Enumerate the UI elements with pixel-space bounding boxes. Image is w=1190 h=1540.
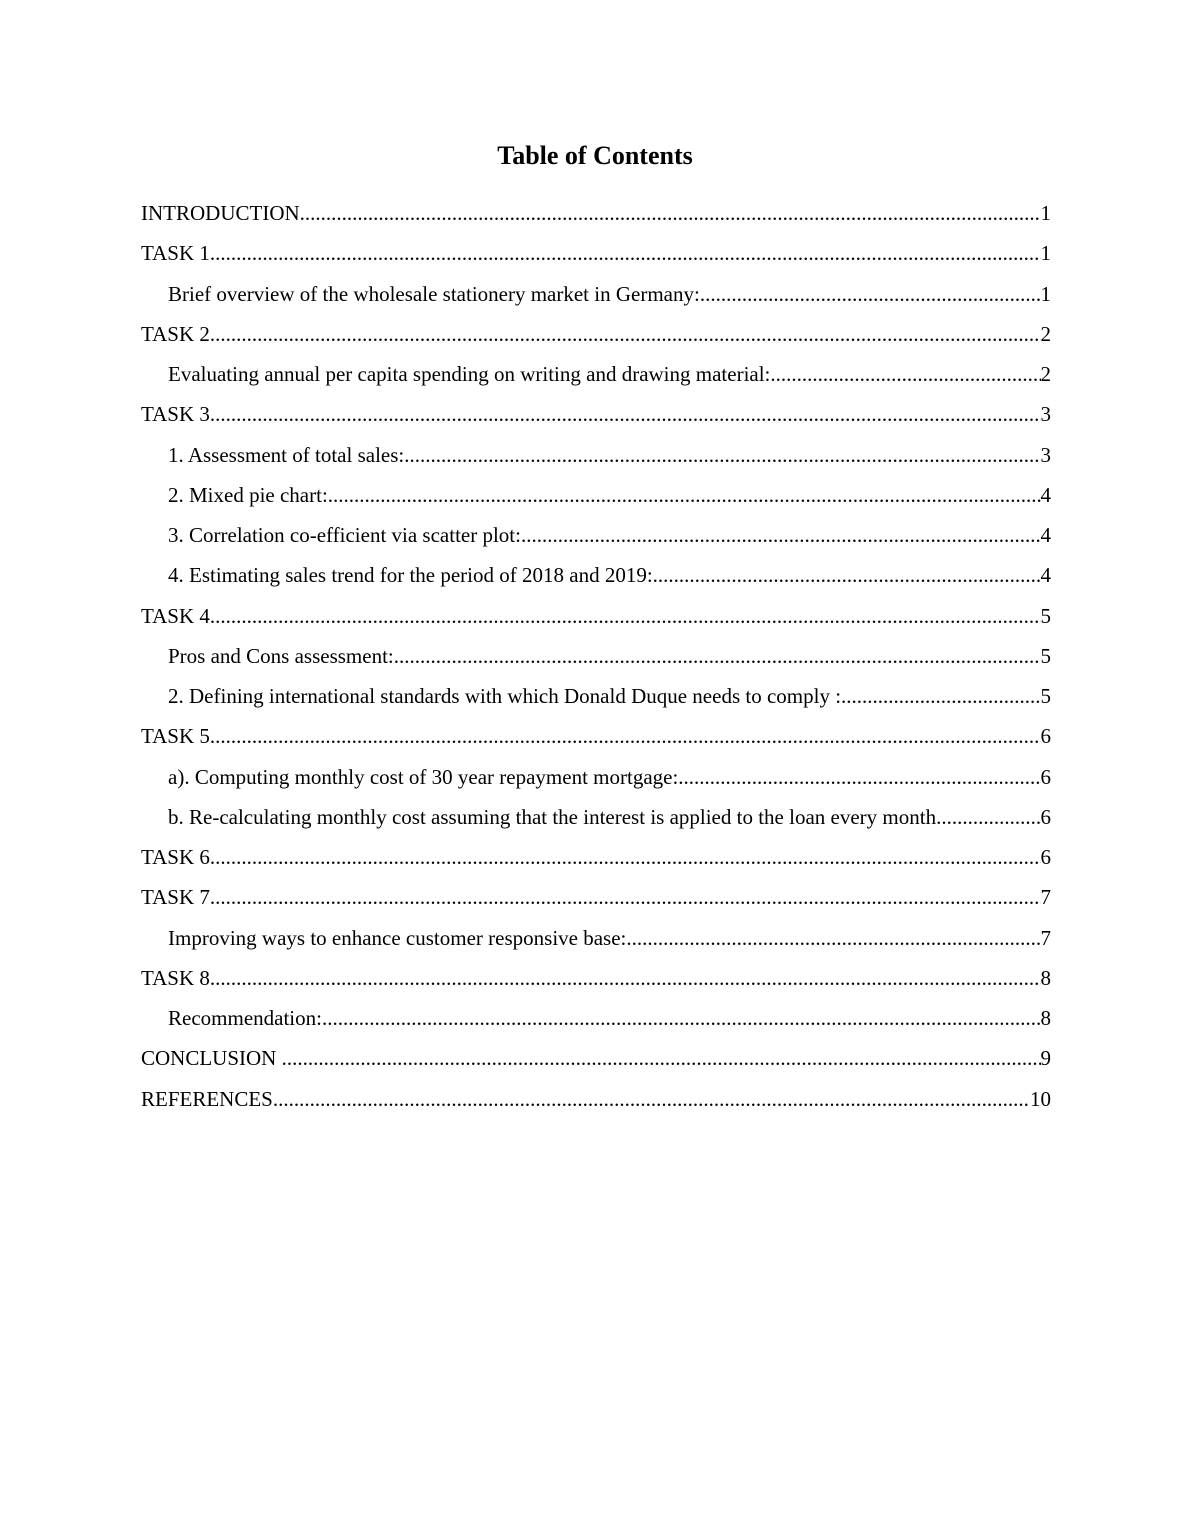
- toc-list: [141, 197, 1051, 1123]
- toc-entry-label: REFERENCES: [141, 1086, 273, 1111]
- toc-entry-label: Brief overview of the wholesale stationery market in Germany:: [168, 281, 700, 306]
- toc-page-number: 6: [1040, 845, 1051, 869]
- toc-page-number: 3: [1040, 402, 1051, 427]
- toc-dot-leader: [210, 600, 1041, 632]
- toc-dot-leader: [210, 881, 1041, 913]
- toc-dot-leader: [210, 962, 1041, 994]
- toc-entry-label: TASK 3: [141, 402, 210, 427]
- toc-page-number: 2: [1040, 321, 1051, 346]
- toc-page-number: 6: [1040, 724, 1051, 749]
- toc-entry-correlation[interactable]: [141, 519, 1051, 559]
- toc-page-number: 8: [1040, 965, 1051, 990]
- toc-entry-references[interactable]: [141, 1083, 1051, 1123]
- toc-entry-label: CONCLUSION: [141, 1046, 282, 1071]
- toc-entry-task-7[interactable]: [141, 881, 1051, 921]
- toc-entry-task-3[interactable]: [141, 398, 1051, 438]
- toc-dot-leader: [653, 559, 1041, 591]
- toc-entry-label: Pros and Cons assessment:: [168, 643, 394, 668]
- toc-page-number: 5: [1040, 684, 1051, 708]
- toc-page-number: 10: [1030, 1086, 1051, 1111]
- toc-entry-label: Recommendation:: [168, 1006, 322, 1030]
- toc-dot-leader: [322, 1002, 1041, 1034]
- toc-entry-label: TASK 7: [141, 885, 210, 910]
- toc-page-number: 4: [1040, 563, 1051, 588]
- toc-page-number: 3: [1040, 442, 1051, 467]
- toc-entry-task-5[interactable]: [141, 720, 1051, 760]
- toc-entry-label: b. Re-calculating monthly cost assuming that the interest is applied to the loan every month: [168, 804, 937, 829]
- toc-entry-pros-cons[interactable]: [141, 640, 1051, 680]
- toc-entry-market-overview[interactable]: [141, 278, 1051, 318]
- toc-entry-label: TASK 5: [141, 724, 210, 749]
- toc-entry-per-capita-spending[interactable]: [141, 358, 1051, 398]
- toc-dot-leader: [210, 237, 1041, 269]
- toc-page-number: 1: [1040, 241, 1051, 266]
- page-title: Table of Contents: [497, 141, 693, 170]
- toc-entry-task-2[interactable]: [141, 318, 1051, 358]
- toc-entry-total-sales[interactable]: [141, 439, 1051, 479]
- toc-dot-leader: [626, 922, 1040, 954]
- toc-dot-leader: [394, 640, 1041, 672]
- toc-entry-task-4[interactable]: [141, 600, 1051, 640]
- toc-dot-leader: [328, 479, 1041, 511]
- toc-page-number: 4: [1040, 482, 1051, 507]
- toc-entry-label: TASK 1: [141, 241, 210, 266]
- toc-dot-leader: [210, 398, 1041, 430]
- toc-entry-label: TASK 8: [141, 965, 210, 990]
- toc-entry-customer-base[interactable]: [141, 922, 1051, 962]
- toc-dot-leader: [841, 680, 1040, 712]
- toc-dot-leader: [210, 841, 1041, 873]
- toc-dot-leader: [700, 278, 1041, 310]
- toc-page-number: 1: [1040, 201, 1051, 225]
- toc-page-number: 7: [1040, 925, 1051, 950]
- toc-page-number: 2: [1040, 362, 1051, 386]
- toc-entry-label: 1. Assessment of total sales:: [168, 442, 405, 467]
- toc-dot-leader: [300, 197, 1041, 229]
- toc-page-number: 8: [1040, 1006, 1051, 1030]
- toc-entry-label: 3. Correlation co-efficient via scatter plot:: [168, 523, 521, 547]
- toc-page-number: 6: [1040, 804, 1051, 829]
- toc-dot-leader: [282, 1042, 1041, 1074]
- toc-dot-leader: [210, 720, 1041, 752]
- toc-entry-task-8[interactable]: [141, 962, 1051, 1002]
- toc-entry-sales-trend[interactable]: [141, 559, 1051, 599]
- toc-entry-label: 2. Defining international standards with which Donald Duque needs to comply :: [168, 684, 842, 708]
- toc-entry-task-6[interactable]: [141, 841, 1051, 881]
- toc-dot-leader: [678, 761, 1040, 793]
- toc-page-number: 5: [1040, 603, 1051, 628]
- toc-page-number: 1: [1040, 281, 1051, 306]
- toc-page-number: 9: [1040, 1046, 1051, 1071]
- toc-page-number: 7: [1040, 885, 1051, 910]
- toc-dot-leader: [936, 801, 1040, 833]
- toc-entry-conclusion[interactable]: [141, 1042, 1051, 1082]
- toc-entry-label: TASK 6: [141, 845, 210, 869]
- toc-entry-recommendation[interactable]: [141, 1002, 1051, 1042]
- toc-entry-mixed-pie-chart[interactable]: [141, 479, 1051, 519]
- toc-dot-leader: [404, 439, 1040, 471]
- toc-entry-label: INTRODUCTION: [141, 201, 300, 225]
- toc-entry-label: 4. Estimating sales trend for the period of 2018 and 2019:: [168, 563, 653, 588]
- toc-entry-international-standards[interactable]: [141, 680, 1051, 720]
- toc-dot-leader: [273, 1083, 1030, 1115]
- toc-entry-task-1[interactable]: [141, 237, 1051, 277]
- toc-dot-leader: [770, 358, 1040, 390]
- toc-entry-label: 2. Mixed pie chart:: [168, 482, 328, 507]
- toc-page-number: 4: [1040, 523, 1051, 547]
- toc-entry-mortgage-cost[interactable]: [141, 761, 1051, 801]
- toc-entry-introduction[interactable]: [141, 197, 1051, 237]
- toc-dot-leader: [521, 519, 1041, 551]
- toc-entry-label: Improving ways to enhance customer responsive base:: [168, 925, 627, 950]
- toc-entry-label: TASK 4: [141, 603, 210, 628]
- toc-entry-recalculating-cost[interactable]: [141, 801, 1051, 841]
- toc-entry-label: TASK 2: [141, 321, 210, 346]
- toc-page-number: 5: [1040, 643, 1051, 668]
- toc-entry-label: Evaluating annual per capita spending on writing and drawing material:: [168, 362, 771, 386]
- toc-page-number: 6: [1040, 764, 1051, 789]
- toc-dot-leader: [210, 318, 1041, 350]
- toc-entry-label: a). Computing monthly cost of 30 year repayment mortgage:: [168, 764, 679, 789]
